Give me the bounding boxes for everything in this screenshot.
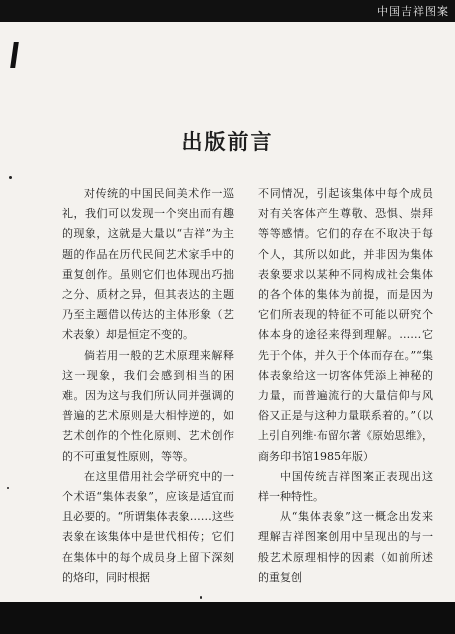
paragraph: 倘若用一般的艺术原理来解释这一现象，我们会感到相当的困难。因为这与我们所认同并强调的普遍的艺术原则是大相悖逆的，如艺术创作的个性化原则、艺术创作的不可重复性原则，等等。 <box>62 348 234 463</box>
scan-speck <box>200 596 202 599</box>
paragraph: 不同情况，引起该集体中每个成员对有关客体产生尊敬、恐惧、崇拜等等感情。它们的存在不取决于每个人，其所以如此，并非因为集体表象要求以某种不同构成社会集体的各个体的集体为前提，而是因为它们所表现的特征不可能以研究个体本身的途径来得到理解。……它先于个体，并久于个体而存在。”“集体表象给这一切客体凭添上神秘的力量，而普遍流行的大量信仰与风俗又正是与这种力量联系着的。”（以上引自列维·布留尔著《原始思维》，商务印书馆1985年版） <box>258 187 433 463</box>
scan-speck <box>7 487 9 489</box>
paragraph: 对传统的中国民间美术作一巡礼，我们可以发现一个突出而有趣的现象，这就是大量以“吉祥”为主题的作品在历代民间艺术家手中的重复创作。虽则它们也体现出巧拙之分、质材之异，但其表达的主题乃至主题借以传达的主体形象（艺术表象）却是恒定不变的。 <box>62 187 234 342</box>
paragraph: 从“集体表象”这一概念出发来理解吉祥图案创用中呈现出的与一般艺术原理相悖的因素（如前所述的重复创 <box>258 510 433 584</box>
series-label: 中国吉祥图案 <box>377 5 449 18</box>
top-header-bar <box>0 0 455 22</box>
paragraph: 在这里借用社会学研究中的一个术语“集体表象”，应该是适宜而且必要的。“所谓集体表象……这些表象在该集体中是世代相传；它们在集体中的每个成员身上留下深刻的烙印，同时根据 <box>62 469 234 584</box>
right-text-column <box>258 184 433 588</box>
scan-speck <box>9 176 12 179</box>
left-text-column <box>62 184 234 588</box>
bottom-scan-border <box>0 602 455 634</box>
page-title: 出版前言 <box>181 129 274 154</box>
paragraph: 中国传统吉祥图案正表现出这样一种特性。 <box>258 469 433 504</box>
left-margin-mark <box>10 42 19 68</box>
